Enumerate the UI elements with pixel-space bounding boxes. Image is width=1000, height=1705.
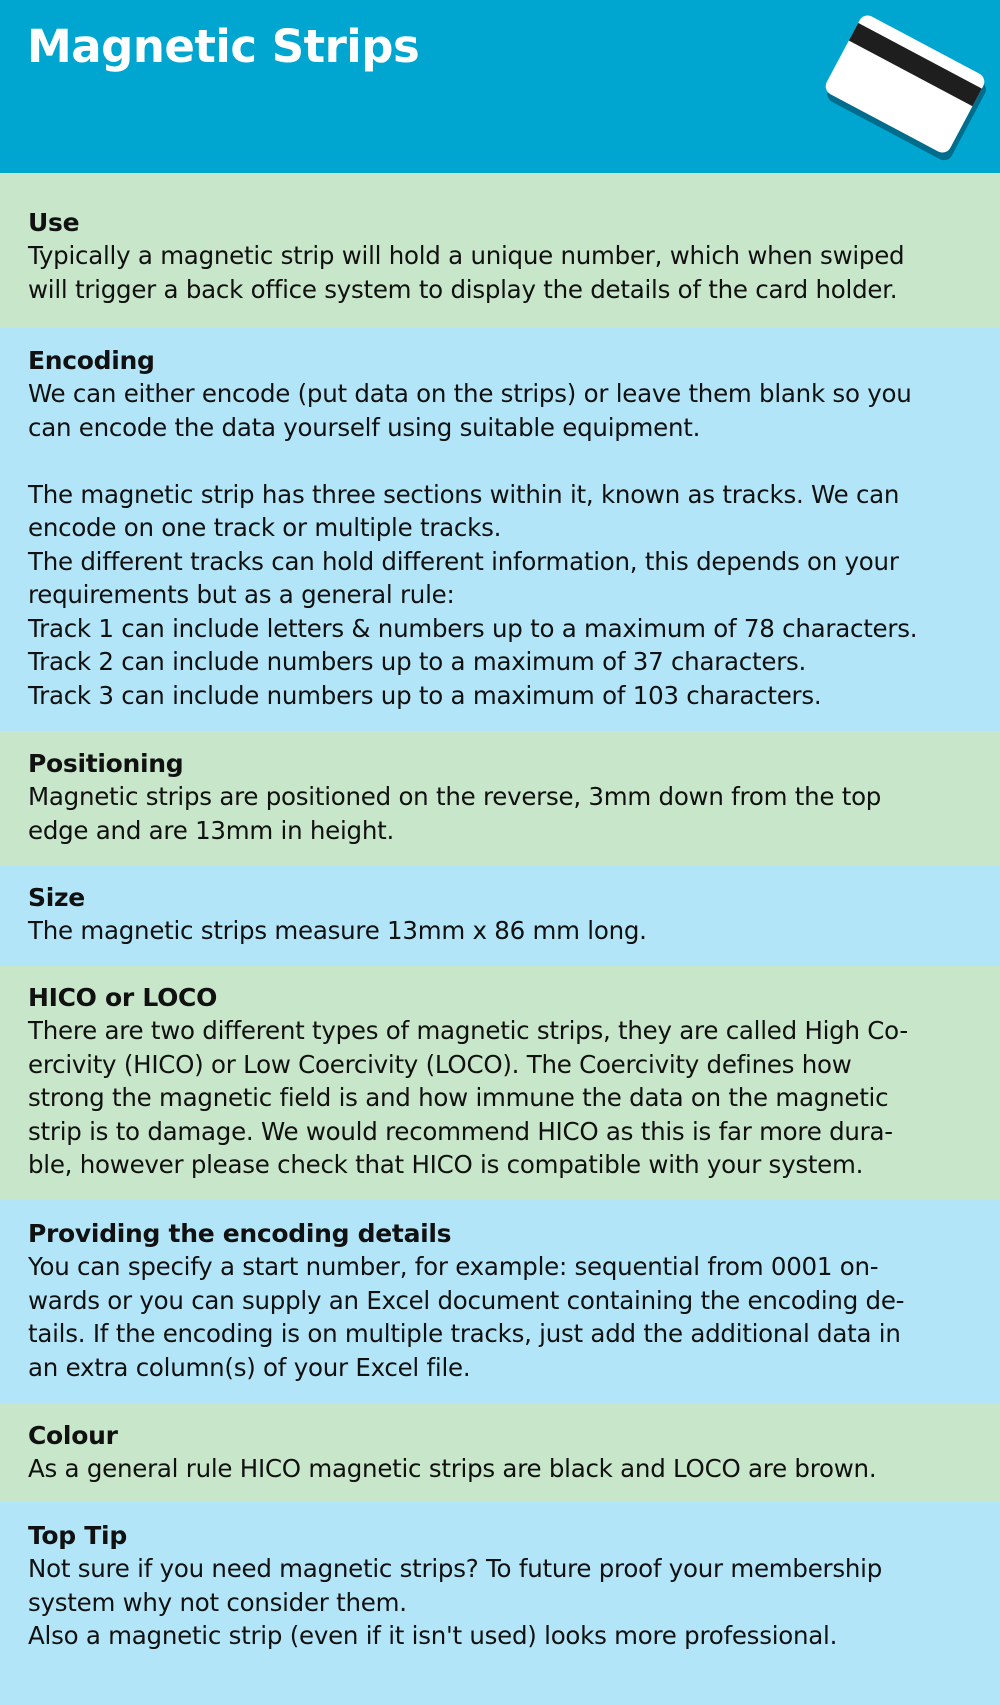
header-banner [0,0,1000,173]
body-line: Not sure if you need magnetic strips? To future proof your membership [28,1554,883,1583]
body-line: As a general rule HICO magnetic strips are black and LOCO are brown. [28,1454,877,1483]
body-line: Track 3 can include numbers up to a maximum of 103 characters. [28,680,822,710]
section-title: HICO or LOCO [28,983,218,1012]
section-size [0,866,1000,966]
body-line: Track 2 can include numbers up to a maximum of 37 characters. [28,647,807,676]
body-line: strong the magnetic field is and how immune the data on the magnetic [28,1083,889,1112]
body-line: wards or you can supply an Excel document containing the encoding de- [28,1285,905,1315]
body-line: We can either encode (put data on the strips) or leave them blank so you [28,379,912,408]
body-line: tails. If the encoding is on multiple tracks, just add the additional data in [28,1319,901,1348]
section-title: Size [28,883,85,912]
section-title: Positioning [28,749,184,778]
section-title: Providing the encoding details [28,1219,452,1248]
body-line: Typically a magnetic strip will hold a unique number, which when swiped [28,241,905,270]
body-line: edge and are 13mm in height. [28,815,395,845]
card-magnetic-stripe [840,18,987,115]
section-title: Top Tip [28,1521,127,1550]
body-line: Track 1 can include letters & numbers up to a maximum of 78 characters. [28,613,918,643]
section-positioning [0,731,1000,866]
body-line: can encode the data yourself using suitable equipment. [28,412,701,442]
body-line: encode on one track or multiple tracks. [28,513,502,542]
body-line: system why not consider them. [28,1587,407,1617]
body-line: The magnetic strip has three sections within it, known as tracks. We can [28,479,900,509]
body-line: The magnetic strips measure 13mm x 86 mm long. [28,916,647,945]
body-line: Magnetic strips are positioned on the reverse, 3mm down from the top [28,782,882,811]
paragraph-gap [28,444,980,478]
section-encoding [0,328,1000,731]
magnetic-card-icon [830,20,980,140]
section-top-tip [0,1502,1000,1705]
body-line: requirements but as a general rule: [28,580,455,609]
body-line: strip is to damage. We would recommend HICO as this is far more dura- [28,1116,893,1146]
section-use [0,173,1000,328]
body-line: There are two different types of magnetic strips, they are called High Co- [28,1016,908,1045]
body-line: The different tracks can hold different information, this depends on your [28,546,899,576]
body-line: Also a magnetic strip (even if it isn't used) looks more professional. [28,1621,838,1650]
section-title: Use [28,208,80,237]
section-title: Colour [28,1421,118,1450]
body-line: ble, however please check that HICO is compatible with your system. [28,1150,864,1179]
body-line: You can specify a start number, for example: sequential from 0001 on- [28,1252,879,1281]
body-line: will trigger a back office system to display the details of the card holder. [28,274,898,304]
section-providing-encoding-details [0,1200,1000,1404]
body-line: an extra column(s) of your Excel file. [28,1352,471,1382]
body-line: ercivity (HICO) or Low Coercivity (LOCO). The Coercivity defines how [28,1049,852,1079]
card-body [823,12,988,155]
page-title: Magnetic Strips [27,20,420,73]
section-title: Encoding [28,346,155,375]
section-hico-loco [0,966,1000,1200]
section-colour [0,1404,1000,1502]
